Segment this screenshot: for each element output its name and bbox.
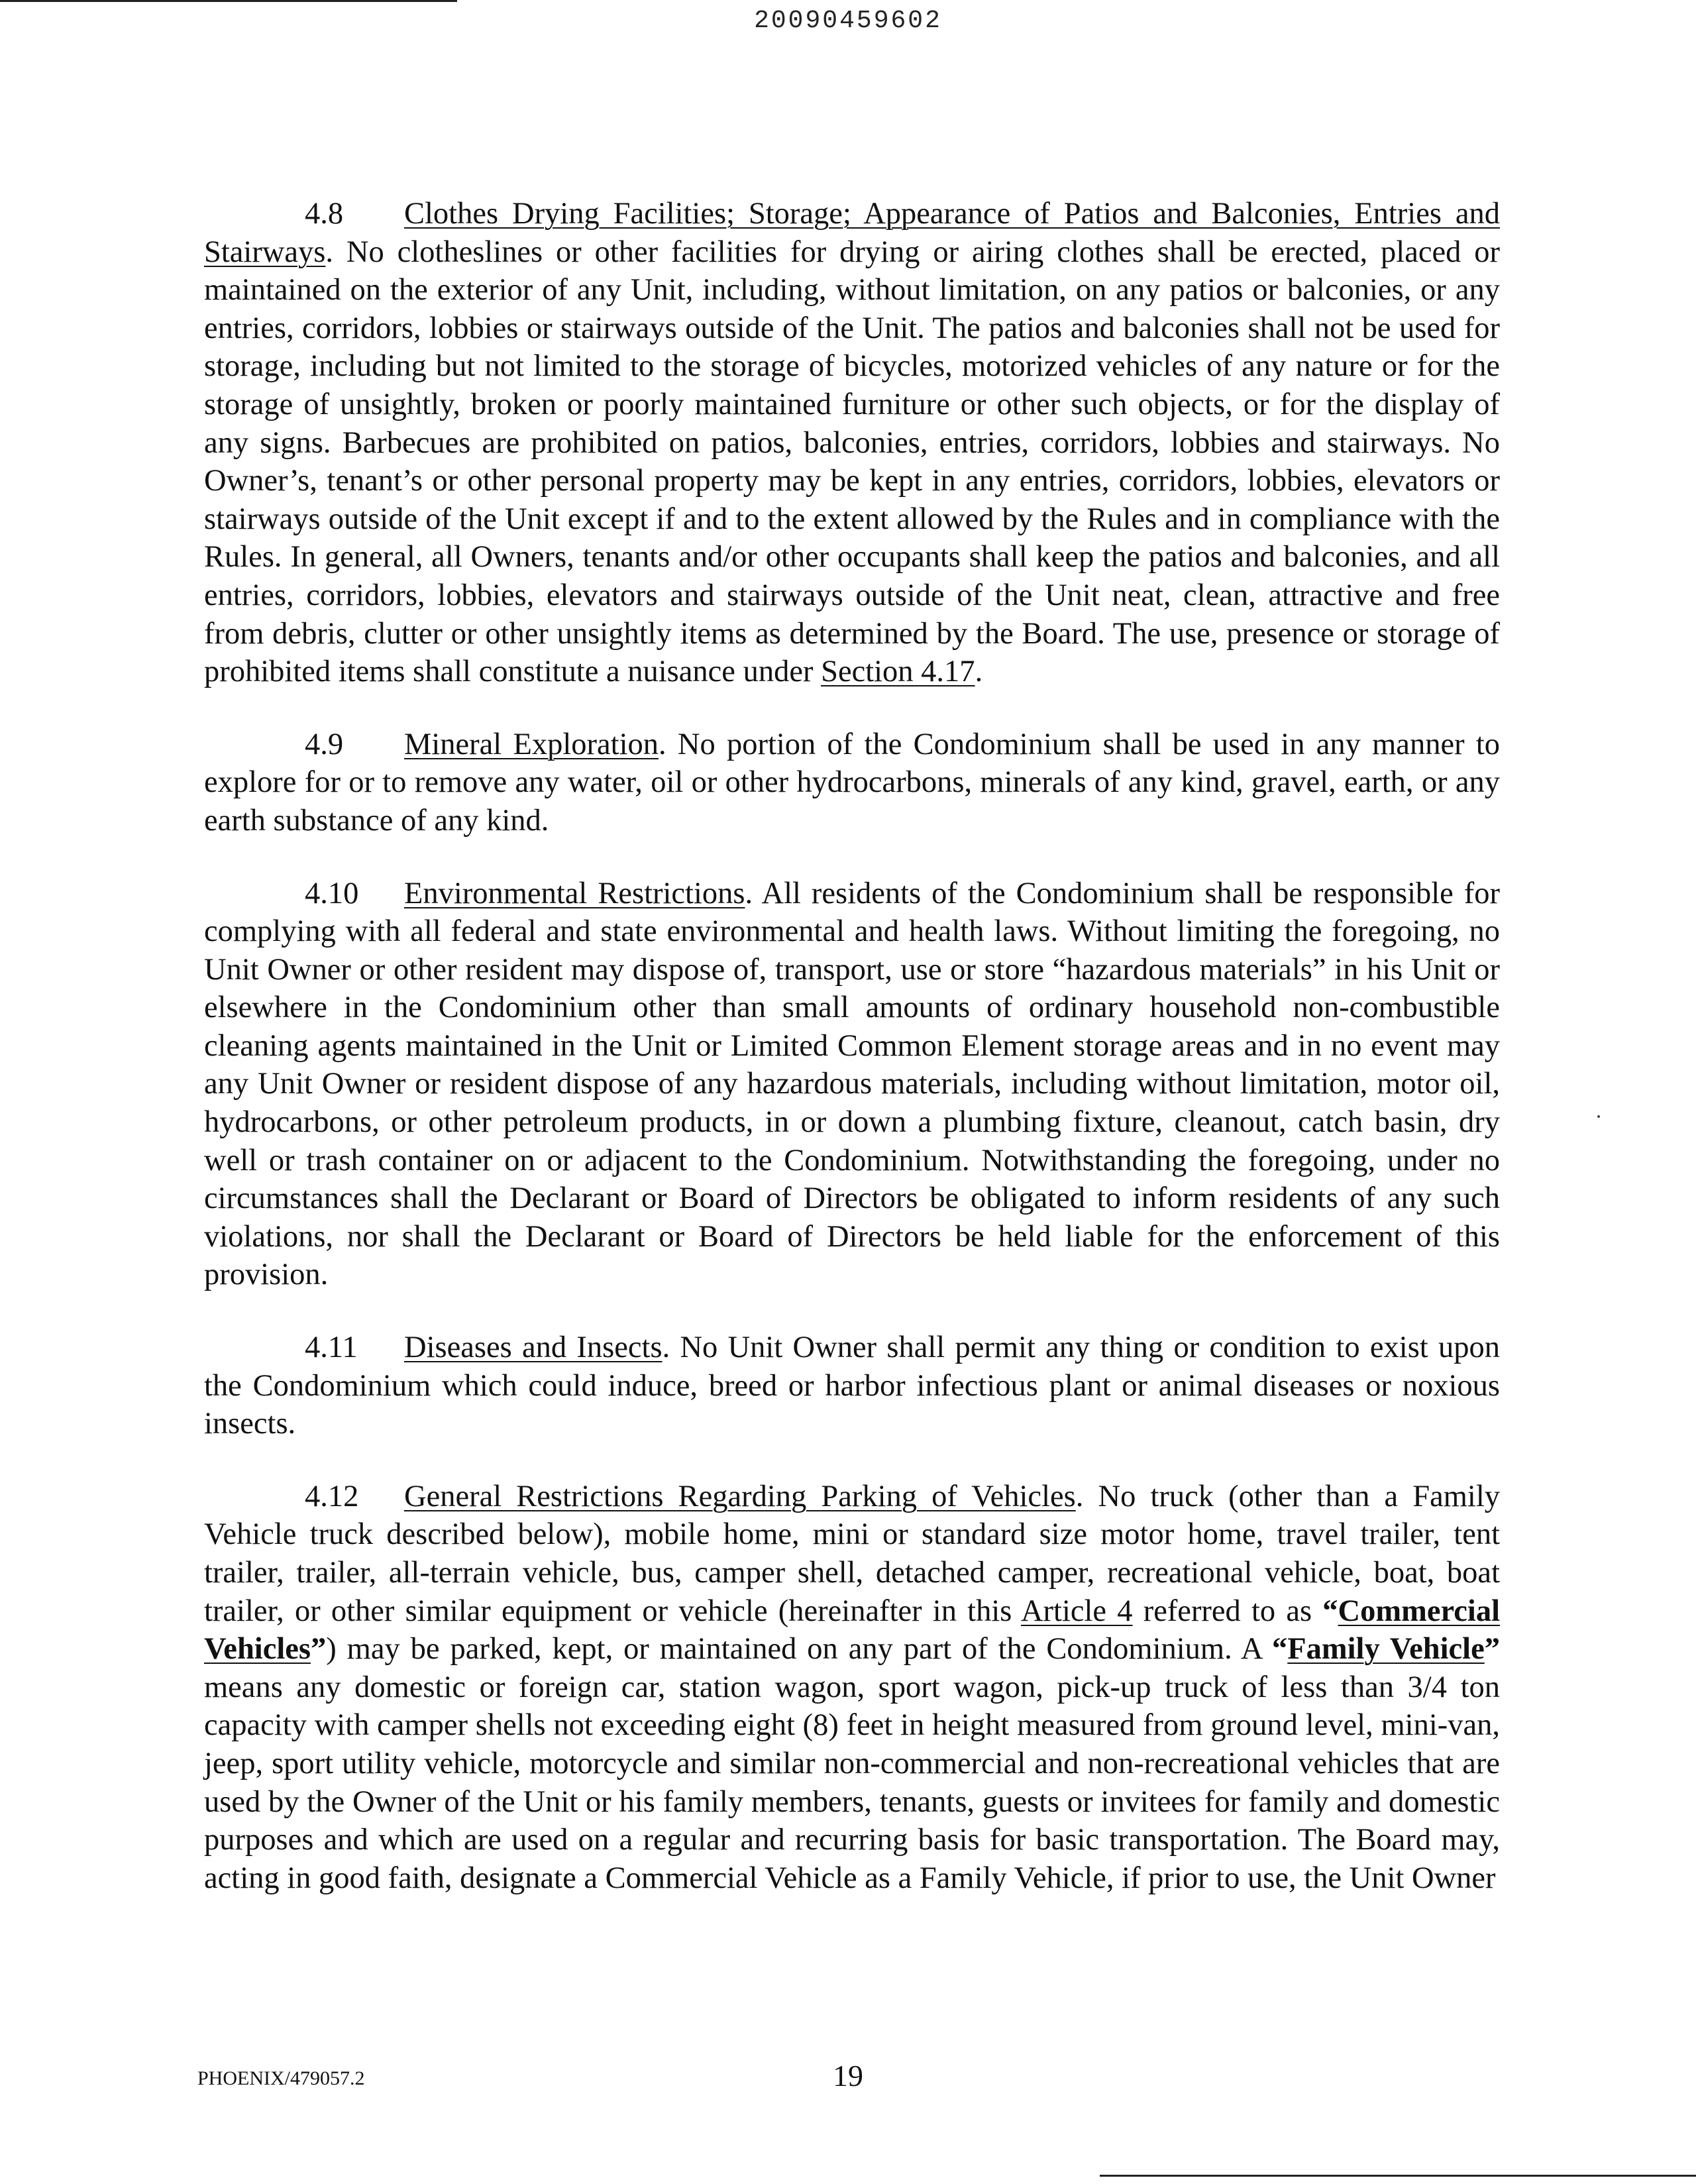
section-title: Mineral Exploration xyxy=(404,727,659,761)
section-title: Clothes Drying Facilities; Storage; Appearance of Patios and Balconies, Entries and Stairways xyxy=(204,197,1500,269)
section-body-end: . xyxy=(975,655,983,689)
defined-term-close-quote: ” xyxy=(1484,1632,1500,1666)
section-body-cont: ) may be parked, kept, or maintained on any part of the Condominium. A xyxy=(326,1632,1272,1666)
footer-document-ref: PHOENIX/479057.2 xyxy=(197,2067,365,2089)
section-body: . No portion of the Condominium shall be used in any manner to explore for or to remove any water, oil or other hydrocarbons, minerals of any kind, gravel, earth, or any earth substance of any kind. xyxy=(204,727,1500,838)
section-4-11 xyxy=(204,1329,1500,1443)
section-4-12 xyxy=(204,1478,1500,1898)
section-body: . No truck (other than a Family Vehicle truck described below), mobile home, mini or standard size motor home, travel trailer, tent trailer, trailer, all-terrain vehicle, bus, camper shell, detached camper, recreational vehicle, boat, boat trailer, or other similar equipment or vehicle (hereinafter in this xyxy=(204,1479,1500,1628)
section-body-cont: referred to as xyxy=(1132,1594,1323,1628)
document-body xyxy=(204,195,1500,1897)
bottom-rule xyxy=(1100,2175,1696,2177)
section-number: 4.9 xyxy=(305,727,344,761)
section-number: 4.10 xyxy=(305,876,359,910)
section-title: Diseases and Insects xyxy=(404,1331,662,1365)
section-body: . No clotheslines or other facilities for drying or airing clothes shall be erected, placed or maintained on the exterior of any Unit, including, without limitation, on any patios or balconies, or any entries, corridors, lobbies or stairways outside of the Unit. The patios and balconies shall not be used for storage, including but not limited to the storage of bicycles, motorized vehicles of any nature or for the storage of unsightly, broken or poorly maintained furniture or other such objects, or for the display of any signs. Barbecues are prohibited on patios, balconies, entries, corridors, lobbies and stairways. No Owner’s, tenant’s or other personal property may be kept in any entries, corridors, lobbies, elevators or stairways outside of the Unit except if and to the extent allowed by the Rules and in compliance with the Rules. In general, all Owners, tenants and/or other occupants shall keep the patios and balconies, and all entries, corridors, lobbies, elevators and stairways outside of the Unit neat, clean, attractive and free from debris, clutter or other unsightly items as determined by the Board. The use, presence or storage of prohibited items shall constitute a nuisance under xyxy=(204,235,1500,689)
defined-term-close-quote: ” xyxy=(311,1632,327,1666)
section-title: General Restrictions Regarding Parking of Vehicles xyxy=(404,1479,1076,1513)
section-reference: Section 4.17 xyxy=(821,655,975,689)
article-reference: Article 4 xyxy=(1020,1594,1133,1628)
section-number: 4.8 xyxy=(305,197,344,231)
section-number: 4.11 xyxy=(305,1331,358,1365)
document-number: 20090459602 xyxy=(754,7,942,35)
section-4-10 xyxy=(204,875,1500,1295)
page-number: 19 xyxy=(833,2059,863,2093)
section-body: . No Unit Owner shall permit any thing or condition to exist upon the Condominium which could induce, breed or harbor infectious plant or animal diseases or noxious insects. xyxy=(204,1331,1501,1441)
scan-speck xyxy=(1597,1115,1600,1118)
defined-term-family-vehicle: Family Vehicle xyxy=(1287,1632,1485,1666)
section-4-8 xyxy=(204,195,1500,691)
section-number: 4.12 xyxy=(305,1479,359,1513)
section-body: . All residents of the Condominium shall be responsible for complying with all federal and state environmental and health laws. Without limiting the foregoing, no Unit Owner or other resident may dispose of, transport, use or store “hazardous materials” in his Unit or elsewhere in the Condominium other than small amounts of ordinary household non-combustible cleaning agents maintained in the Unit or Limited Common Element storage areas and in no event may any Unit Owner or resident dispose of any hazardous materials, including without limitation, motor oil, hydrocarbons, or other petroleum products, in or down a plumbing fixture, cleanout, catch basin, dry well or trash container on or adjacent to the Condominium. Notwithstanding the foregoing, under no circumstances shall the Declarant or Board of Directors be obligated to inform residents of any such violations, nor shall the Declarant or Board of Directors be held liable for the enforcement of this provision. xyxy=(204,876,1500,1292)
section-title: Environmental Restrictions xyxy=(404,876,745,910)
top-rule xyxy=(0,0,457,2)
section-body-cont: means any domestic or foreign car, station wagon, sport wagon, pick-up truck of less than 3/4 ton capacity with camper shells not exceeding eight (8) feet in height measured from ground level, mini-van, jeep, sport utility vehicle, motorcycle and similar non-commercial and non-recreational vehicles that are used by the Owner of the Unit or his family members, tenants, guests or invitees for family and domestic purposes and which are used on a regular and recurring basis for basic transportation. The Board may, acting in good faith, designate a Commercial Vehicle as a Family Vehicle, if prior to use, the Unit Owner xyxy=(204,1670,1500,1895)
defined-term-open-quote: “ xyxy=(1322,1594,1338,1628)
section-4-9 xyxy=(204,726,1500,840)
defined-term-open-quote: “ xyxy=(1272,1632,1288,1666)
defined-term-commercial-vehicles: Commercial Vehicles xyxy=(204,1594,1500,1666)
